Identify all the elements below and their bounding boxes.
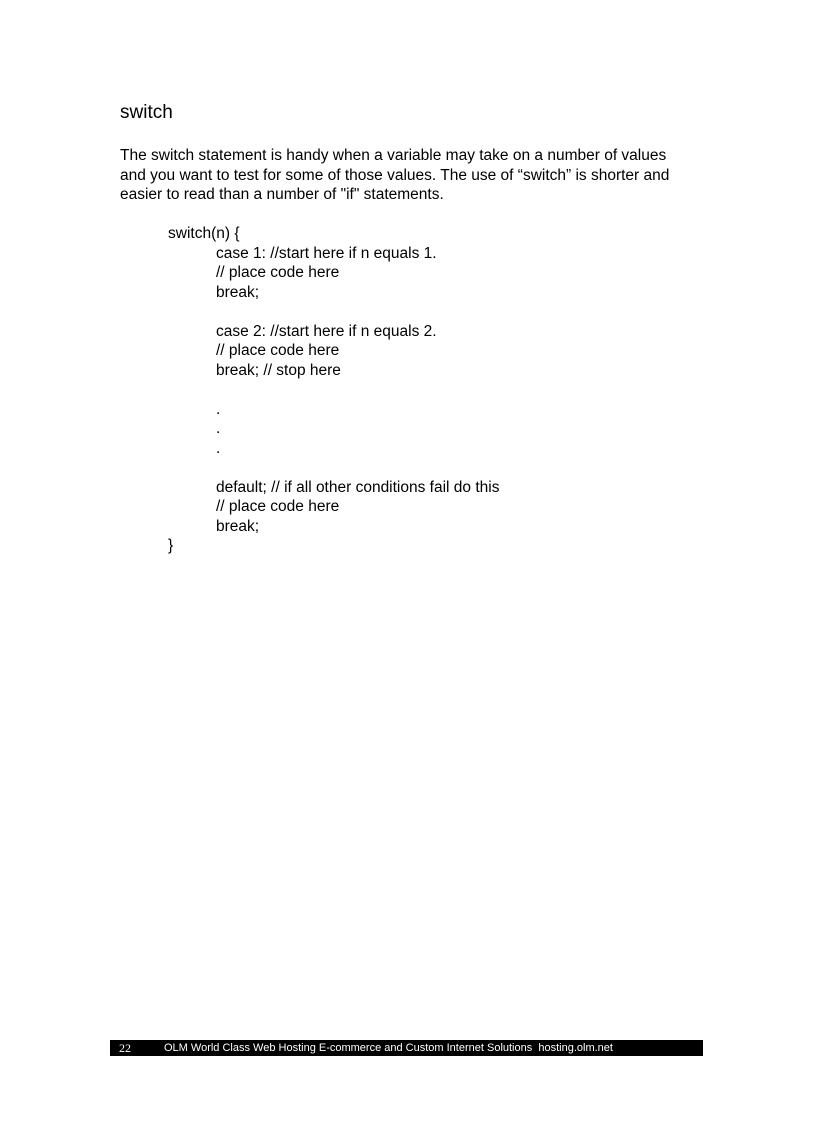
intro-line: The switch statement is handy when a variable may take on a number of values [120, 147, 667, 164]
code-line: break; [216, 283, 260, 301]
intro-paragraph [120, 146, 720, 205]
code-ellipsis-dot: . [216, 420, 221, 437]
code-line: // place code here [216, 498, 340, 515]
section-heading: switch [120, 102, 173, 123]
code-example [168, 224, 499, 556]
page-footer [110, 1040, 703, 1056]
footer-text: OLM World Class Web Hosting E-commerce and Custom Internet Solutions hosting.olm.net [164, 1042, 613, 1054]
code-ellipsis-dot: . [216, 400, 221, 418]
code-blank-line [168, 380, 499, 400]
code-blank-line [168, 458, 499, 478]
code-line: // place code here [216, 342, 340, 359]
code-line: default; // if all other conditions fail do this [216, 478, 500, 496]
code-line: break; [216, 517, 260, 535]
code-ellipsis-dot: . [216, 439, 221, 457]
page-number: 22 [119, 1041, 131, 1055]
code-line: break; // stop here [216, 361, 341, 379]
code-line: case 2: //start here if n equals 2. [216, 322, 437, 340]
intro-line: and you want to test for some of those values. The use of “switch” is shorter and [120, 166, 670, 184]
code-line: case 1: //start here if n equals 1. [216, 244, 437, 262]
intro-line: easier to read than a number of "if" statements. [120, 186, 444, 203]
code-line: switch(n) { [168, 225, 240, 242]
code-blank-line [168, 302, 499, 322]
code-line: } [168, 537, 174, 554]
code-line: // place code here [216, 264, 340, 281]
